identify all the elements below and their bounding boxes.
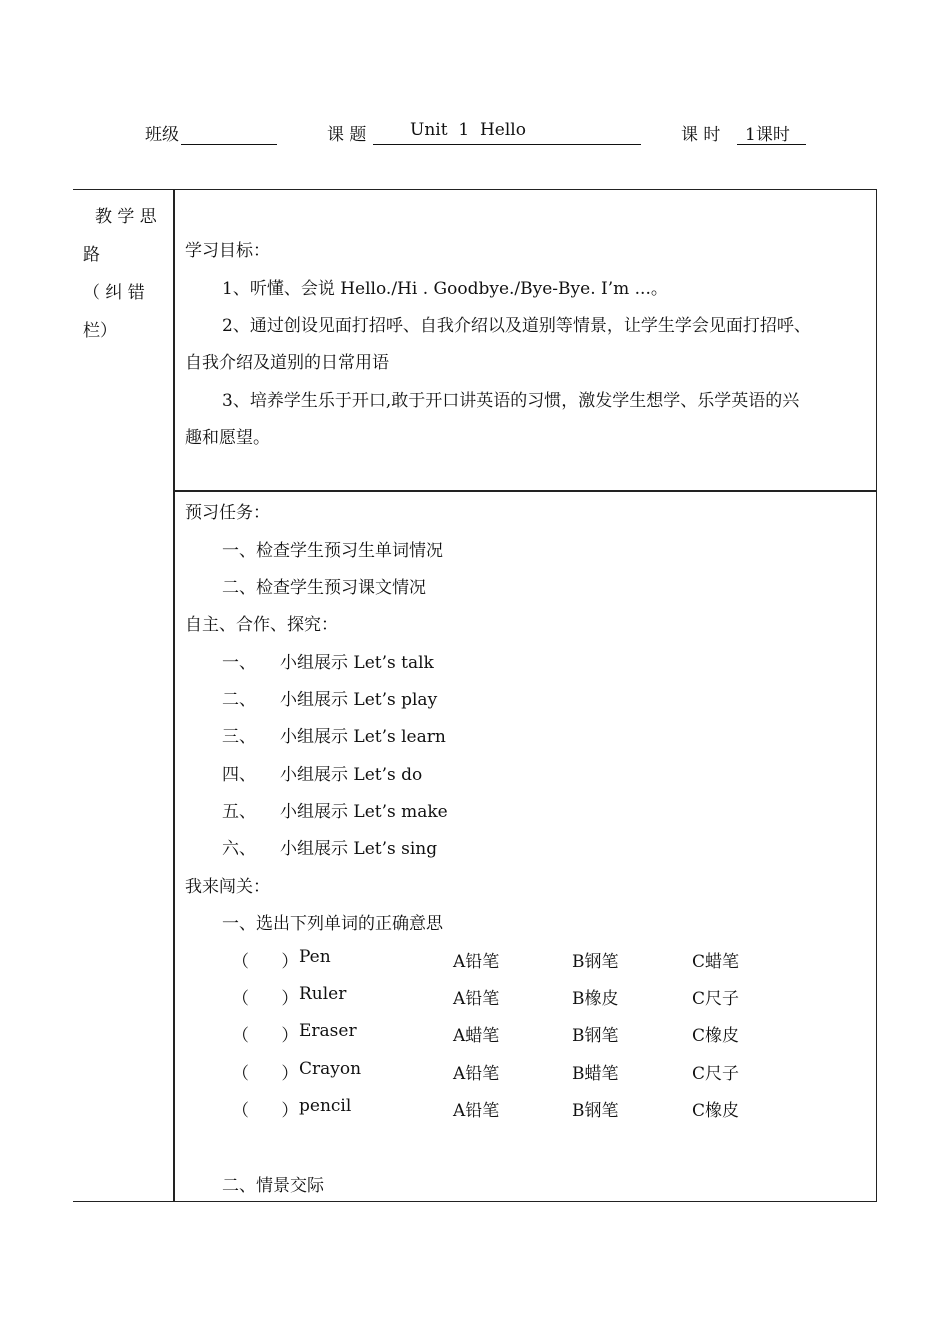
option-c: C橡皮 [692,1026,740,1046]
explore-item-num: 五、 [222,802,256,822]
objective-2b: 自我介绍及道别的日常用语 [185,353,389,373]
option-b: B蜡笔 [572,1064,619,1084]
challenge-section-2: 二、情景交际 [222,1176,324,1196]
question-word: pencil [299,1096,352,1116]
answer-blank[interactable]: （ ） [232,952,299,972]
explore-item-text: 小组展示 Let’s play [280,690,438,710]
side-column [83,198,168,350]
answer-blank[interactable]: （ ） [232,989,299,1009]
preview-item-1: 一、检查学生预习生单词情况 [222,541,443,561]
option-a: A铅笔 [453,952,500,972]
objectives-title: 学习目标： [185,241,270,261]
option-b: B橡皮 [572,989,619,1009]
option-a: A蜡笔 [453,1026,500,1046]
option-a: A铅笔 [453,1064,500,1084]
topic-value: Unit 1 Hello [410,120,526,140]
option-c: C蜡笔 [692,952,740,972]
header [0,120,950,150]
option-c: C尺子 [692,1064,740,1084]
question-word: Pen [299,947,331,967]
question-word: Eraser [299,1021,357,1041]
preview-item-2: 二、检查学生预习课文情况 [222,578,426,598]
question-word: Ruler [299,984,347,1004]
explore-item-num: 三、 [222,727,256,747]
answer-blank[interactable]: （ ） [232,1064,299,1084]
question-word: Crayon [299,1059,362,1079]
objective-3a: 3、培养学生乐于开口,敢于开口讲英语的习惯，激发学生想学、乐学英语的兴 [222,391,800,411]
column-divider [173,190,175,1201]
row-divider [173,490,876,492]
class-blank [181,120,277,145]
explore-item-text: 小组展示 Let’s learn [280,727,446,747]
explore-item-text: 小组展示 Let’s sing [280,839,438,859]
option-b: B钢笔 [572,1101,619,1121]
objective-2a: 2、通过创设见面打招呼、自我介绍以及道别等情景，让学生学会见面打招呼、 [222,316,811,336]
answer-blank[interactable]: （ ） [232,1026,299,1046]
option-b: B钢笔 [572,952,619,972]
explore-item-num: 六、 [222,839,256,859]
class-label: 班级 [145,125,179,145]
explore-item-text: 小组展示 Let’s do [280,765,423,785]
challenge-title: 我来闯关： [185,877,270,897]
side-line-4: 栏） [83,321,117,341]
option-b: B钢笔 [572,1026,619,1046]
explore-title: 自主、合作、探究： [185,615,338,635]
period-label: 课 时 [681,125,721,145]
lesson-table [73,189,877,1202]
option-c: C尺子 [692,989,740,1009]
option-a: A铅笔 [453,989,500,1009]
option-c: C橡皮 [692,1101,740,1121]
topic-label: 课 题 [327,125,367,145]
explore-item-text: 小组展示 Let’s make [280,802,448,822]
side-line-3: （ 纠 错 [83,283,145,303]
objective-3b: 趣和愿望。 [185,428,270,448]
explore-item-text: 小组展示 Let’s talk [280,653,434,673]
side-line-1: 教 学 思 [95,207,157,227]
objective-1: 1、听懂、会说 Hello./Hi . Goodbye./Bye-Bye. I’m ...。 [222,279,668,299]
explore-item-num: 四、 [222,765,256,785]
challenge-section-1: 一、选出下列单词的正确意思 [222,914,443,934]
option-a: A铅笔 [453,1101,500,1121]
explore-item-num: 二、 [222,690,256,710]
preview-title: 预习任务： [185,503,270,523]
explore-item-num: 一、 [222,653,256,673]
side-line-2: 路 [83,245,100,265]
period-value: 1课时 [745,125,790,145]
answer-blank[interactable]: （ ） [232,1101,299,1121]
